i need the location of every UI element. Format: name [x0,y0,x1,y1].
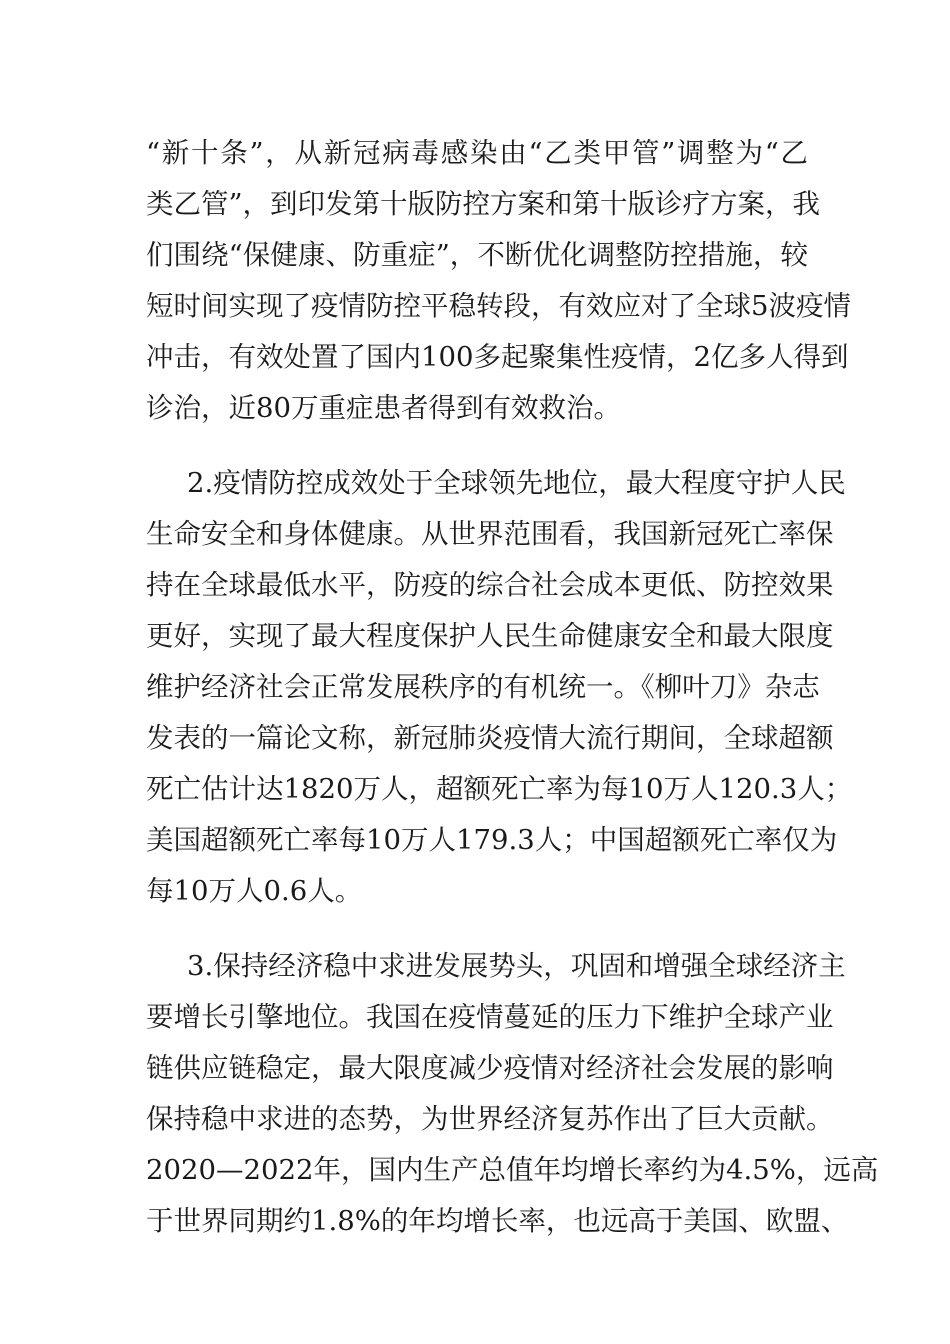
text-line: 美国超额死亡率每10万人179.3人；中国超额死亡率仅为 [146,824,838,856]
text-line: 诊治，近80万重症患者得到有效救治。 [146,392,621,424]
text-line: 更好，实现了最大程度保护人民生命健康安全和最大限度 [146,620,834,652]
paragraph-2 [146,458,853,917]
text-line: 保持稳中求进的态势，为世界经济复苏作出了巨大贡献。 [146,1103,834,1135]
text-line: 生命安全和身体健康。从世界范围看，我国新冠死亡率保 [146,518,834,550]
text-line: 维护经济社会正常发展秩序的有机统一。《柳叶刀》杂志 [146,671,820,703]
text-line: 短时间实现了疫情防控平稳转段，有效应对了全球5波疫情 [146,290,851,322]
text-line: 发表的一篇论文称，新冠肺炎疫情大流行期间，全球超额 [146,722,834,754]
paragraph-3 [146,941,879,1247]
text-line: 类乙管”，到印发第十版防控方案和第十版诊疗方案，我 [146,188,821,220]
text-line: 2.疫情防控成效处于全球领先地位，最大程度守护人民 [187,467,846,499]
text-line: 要增长引擎地位。我国在疫情蔓延的压力下维护全球产业 [146,1001,834,1033]
paragraph-1 [146,128,851,434]
text-line: 冲击，有效处置了国内100多起聚集性疫情，2亿多人得到 [146,341,849,373]
text-line: 死亡估计达1820万人，超额死亡率为每10万人120.3人； [146,773,853,805]
document-page [146,128,879,1247]
text-line: “新十条”，从新冠病毒感染由“乙类甲管”调整为“乙 [146,137,808,169]
text-line: 们围绕“保健康、防重症”，不断优化调整防控措施，较 [146,239,808,271]
text-line: 3.保持经济稳中求进发展势头，巩固和增强全球经济主 [187,950,846,982]
text-line: 链供应链稳定，最大限度减少疫情对经济社会发展的影响 [146,1052,834,1084]
text-line: 于世界同期约1.8%的年均增长率，也远高于美国、欧盟、 [146,1205,849,1237]
text-line: 2020—2022年，国内生产总值年均增长率约为4.5%，远高 [146,1154,879,1186]
text-line: 持在全球最低水平，防疫的综合社会成本更低、防控效果 [146,569,834,601]
text-line: 每10万人0.6人。 [146,875,363,907]
